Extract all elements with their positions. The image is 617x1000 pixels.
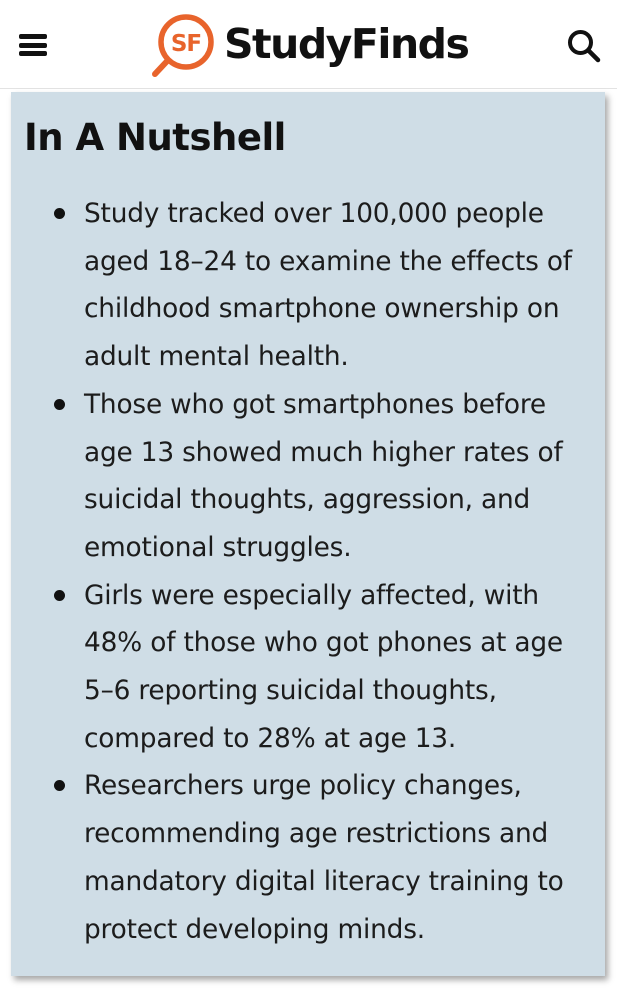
list-item [51, 381, 599, 572]
hamburger-menu-icon[interactable] [19, 34, 47, 56]
logo-monogram: SF [170, 31, 202, 57]
list-item-text: Girls were especially affected, with 48% of those who got phones at age 5–6 reporting suicidal thoughts, compared to 28% at age 13. [84, 579, 563, 754]
search-icon[interactable] [566, 28, 602, 64]
nutshell-summary-box [11, 92, 605, 976]
list-item-text: Researchers urge policy changes, recommending age restrictions and mandatory digital literacy training to protect developing minds. [84, 770, 564, 945]
list-item-text: Those who got smartphones before age 13 showed much higher rates of suicidal thoughts, aggression, and emotional struggles. [84, 388, 563, 563]
nutshell-list [51, 190, 599, 953]
site-logo-link[interactable] [150, 10, 490, 78]
nutshell-title: In A Nutshell [24, 116, 286, 159]
magnifier-sf-logo-icon [150, 12, 216, 78]
list-item-text: Study tracked over 100,000 people aged 18–24 to examine the effects of childhood smartphone ownership on adult mental health. [84, 198, 572, 373]
list-item [51, 190, 599, 381]
bullet-icon [54, 208, 65, 219]
bullet-icon [54, 590, 65, 601]
brand-name: StudyFinds [224, 20, 469, 68]
list-item [51, 572, 599, 763]
list-item [51, 762, 599, 953]
bullet-icon [54, 399, 65, 410]
site-header [0, 0, 617, 89]
bullet-icon [54, 780, 65, 791]
